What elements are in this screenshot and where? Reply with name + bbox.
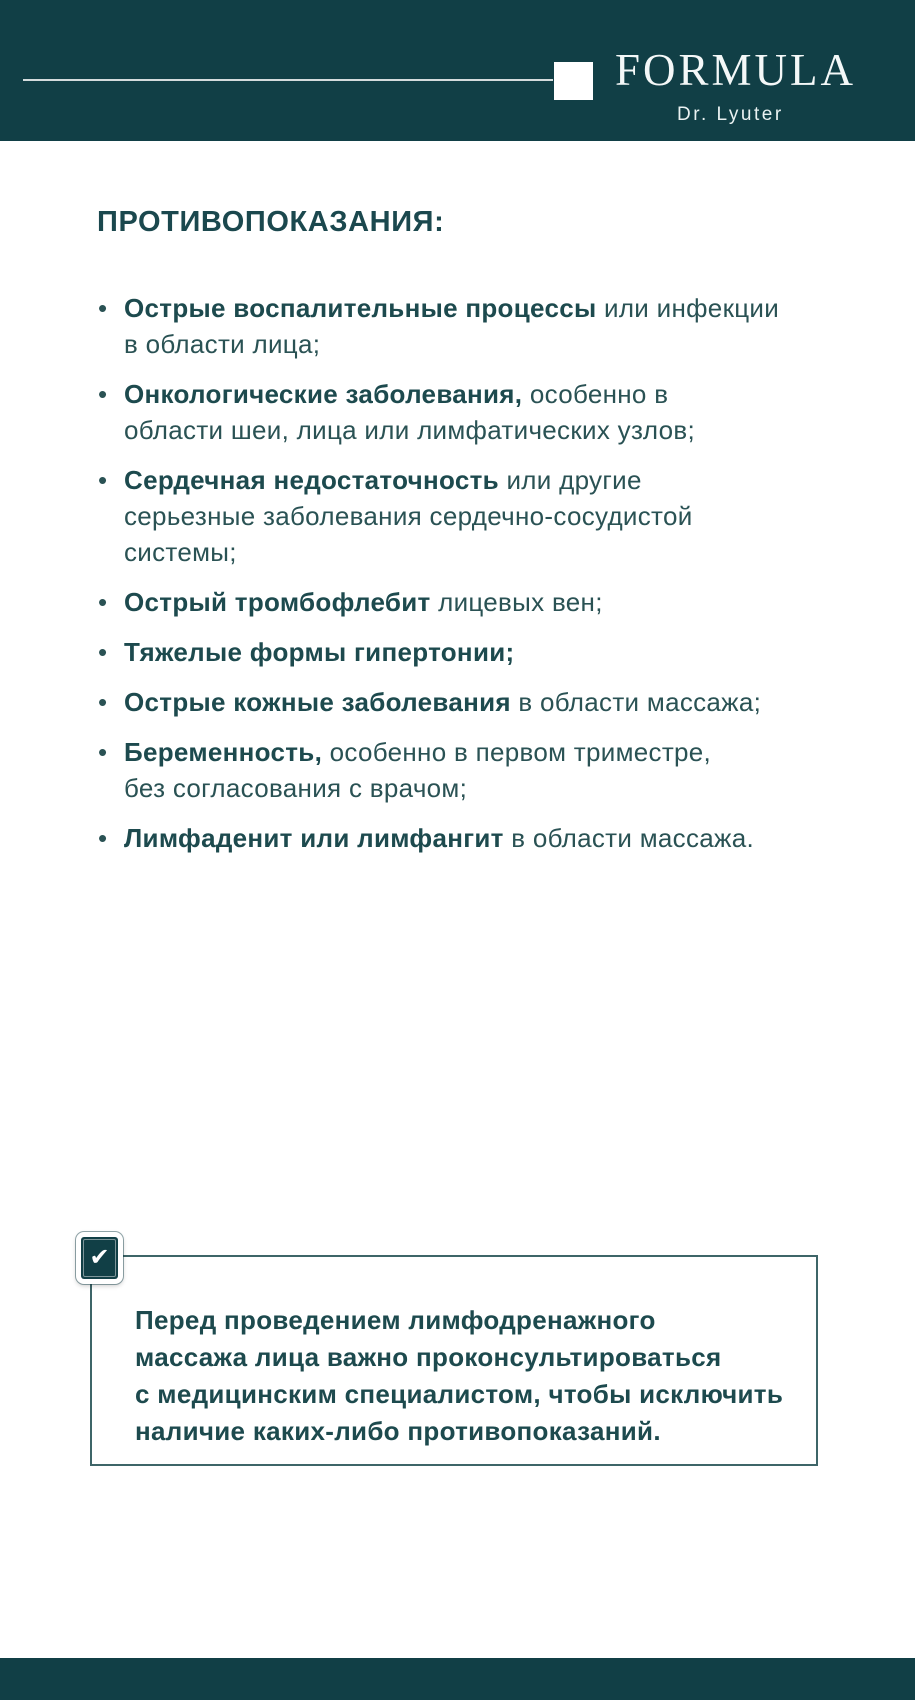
bullet-text: особенно в первом триместре, [322,737,712,767]
check-icon [81,1237,118,1279]
list-item [97,734,797,806]
list-item [97,290,797,362]
list-item [97,684,797,720]
footer-band [0,1658,915,1700]
note-box [89,1244,818,1466]
list-item [97,820,797,856]
brand-square-icon [554,62,593,100]
checkmark-glyph: ✔ [89,1244,110,1271]
bullet-text: системы; [124,537,237,567]
bullet-bold-text: Беременность, [124,737,323,767]
bullet-text: области шеи, лица или лимфатических узлов; [124,415,696,445]
note-line: массажа лица важно проконсультироваться [135,1342,722,1372]
bullet-text: в области массажа. [503,823,755,853]
brand-wordmark: FORMULA [615,45,857,95]
note-line: Перед проведением лимфодренажного [135,1305,656,1335]
bullet-bold-text: Сердечная недостаточность [124,465,499,495]
bullet-text: или инфекции [596,293,780,323]
bullet-bold-text: Острый тромбофлебит [124,587,431,617]
bullet-bold-text: Острые кожные заболевания [124,687,511,717]
checkbox[interactable] [76,1232,123,1284]
bullet-text: в области лица; [124,329,321,359]
bullet-bold-text: Онкологические заболевания, [124,379,523,409]
list-item [97,584,797,620]
bullet-text: или другие [498,465,642,495]
bullet-text: лицевых вен; [430,587,603,617]
list-item [97,376,797,448]
contraindications-list [97,290,797,870]
bullet-bold-text: Лимфаденит или лимфангит [124,823,504,853]
note-line: с медицинским специалистом, чтобы исключить [135,1379,784,1409]
list-item [97,634,797,670]
list-item [97,462,797,570]
bullet-text: без согласования с врачом; [124,773,468,803]
header-rule [23,79,553,81]
bullet-bold-text: Тяжелые формы гипертонии; [124,637,515,667]
note-text [135,1302,783,1450]
note-line: наличие каких-либо противопоказаний. [135,1416,661,1446]
bullet-text: серьезные заболевания сердечно-сосудистой [124,501,693,531]
bullet-text: особенно в [522,379,669,409]
brand-subtitle: Dr. Lyuter [677,104,784,125]
bullet-bold-text: Острые воспалительные процессы [124,293,597,323]
page-title: ПРОТИВОПОКАЗАНИЯ: [97,206,445,238]
header-band [0,0,915,141]
bullet-text: в области массажа; [510,687,762,717]
